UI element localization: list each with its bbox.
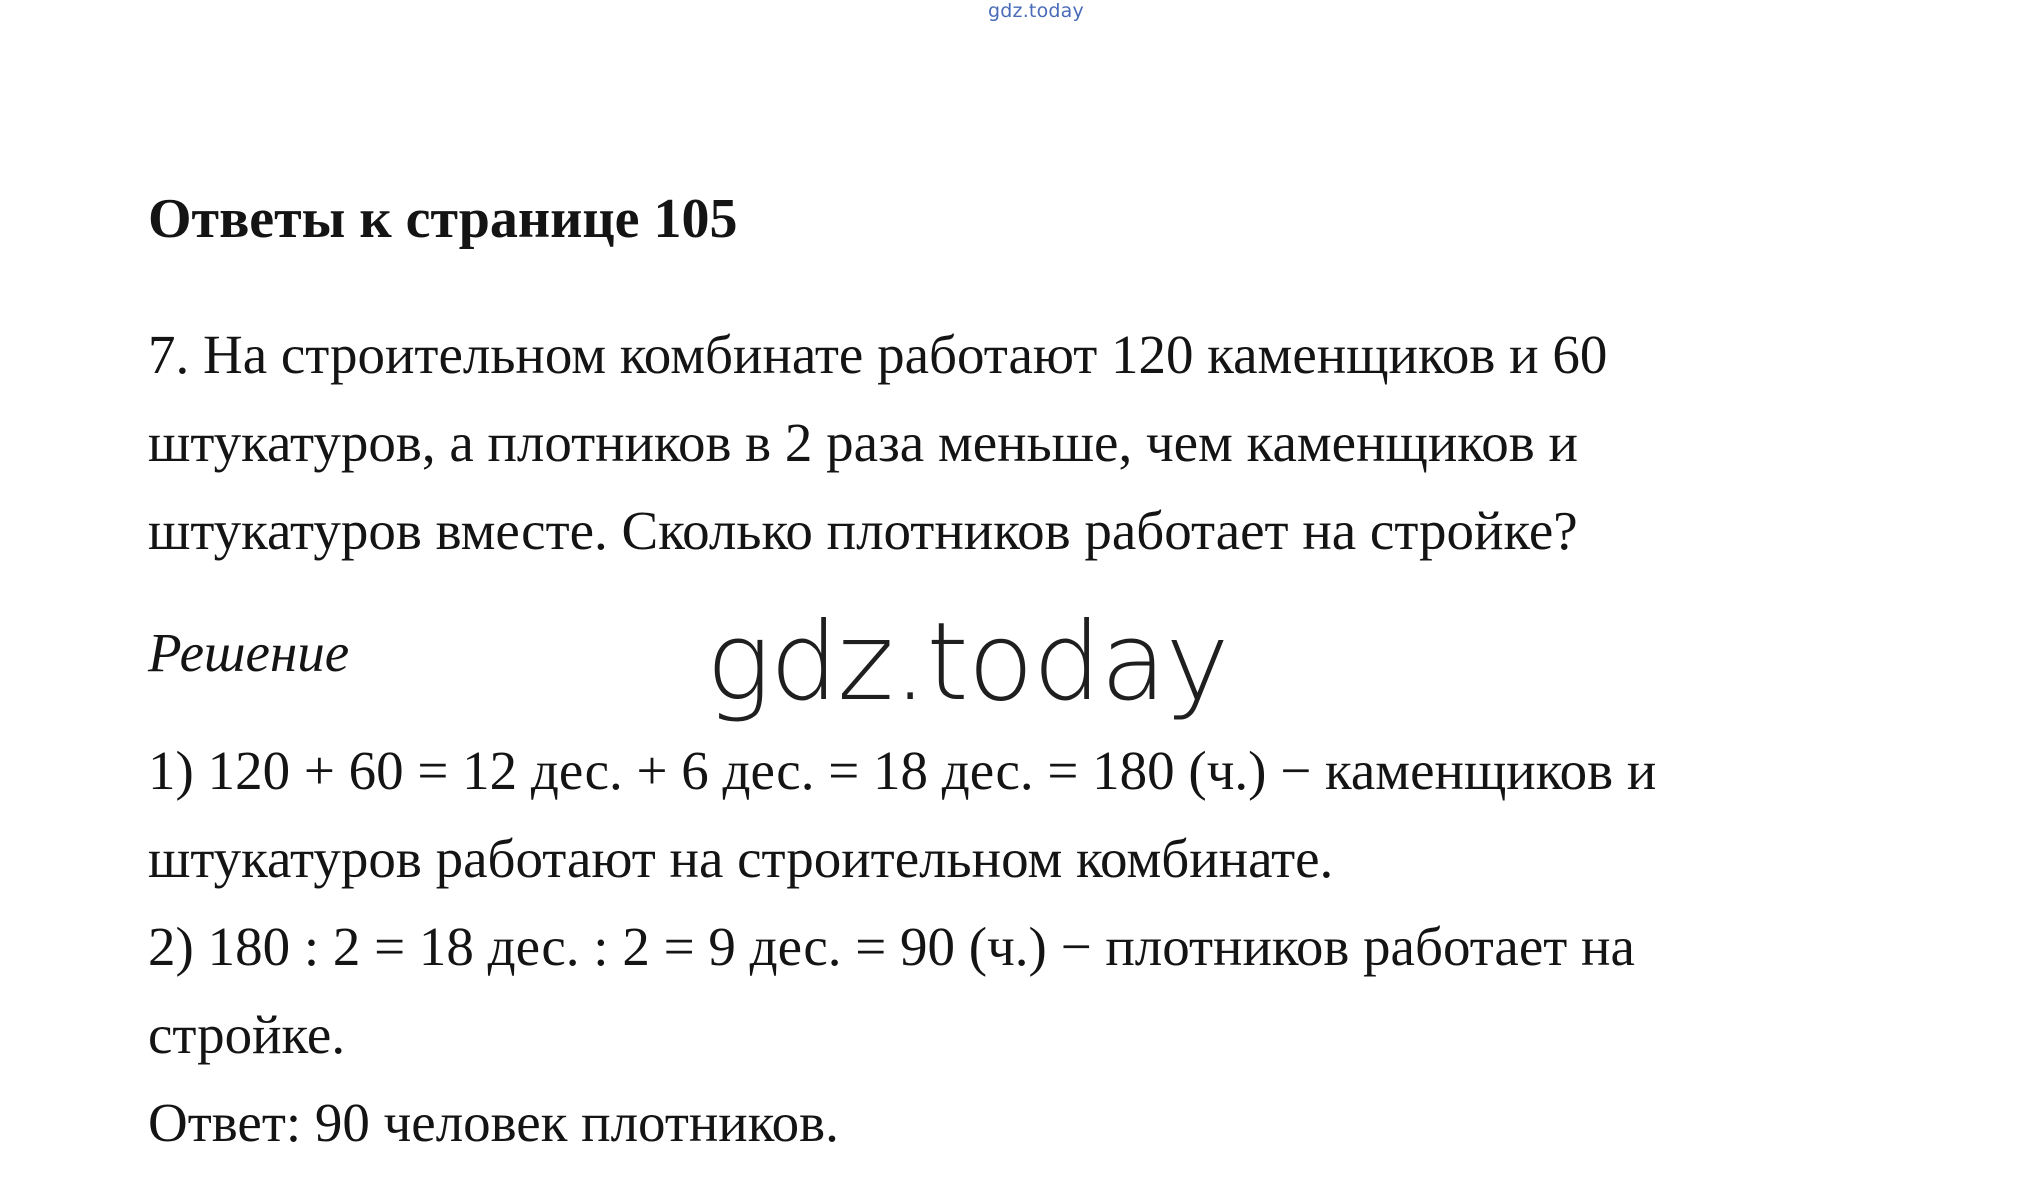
solution-line-1: 1) 120 + 60 = 12 дес. + 6 дес. = 18 дес. = 180 (ч.) − каменщиков и xyxy=(148,740,1657,801)
watermark-center: gdz.today xyxy=(706,600,1229,725)
solution-line-4: стройке. xyxy=(148,1004,346,1065)
problem-line-2: штукатуров, а плотников в 2 раза меньше, чем каменщиков и xyxy=(148,412,1578,473)
answer-line: Ответ: 90 человек плотников. xyxy=(148,1092,839,1153)
page-title: Ответы к странице 105 xyxy=(148,188,738,250)
problem-line-3: штукатуров вместе. Сколько плотников работает на стройке? xyxy=(148,500,1578,561)
solution-line-2: штукатуров работают на строительном комбинате. xyxy=(148,828,1334,889)
solution-label: Решение xyxy=(148,622,350,683)
solution-line-3: 2) 180 : 2 = 18 дес. : 2 = 9 дес. = 90 (ч.) − плотников работает на xyxy=(148,916,1635,977)
watermark-top: gdz.today xyxy=(988,0,1084,22)
problem-line-1: 7. На строительном комбинате работают 120 каменщиков и 60 xyxy=(148,324,1608,385)
